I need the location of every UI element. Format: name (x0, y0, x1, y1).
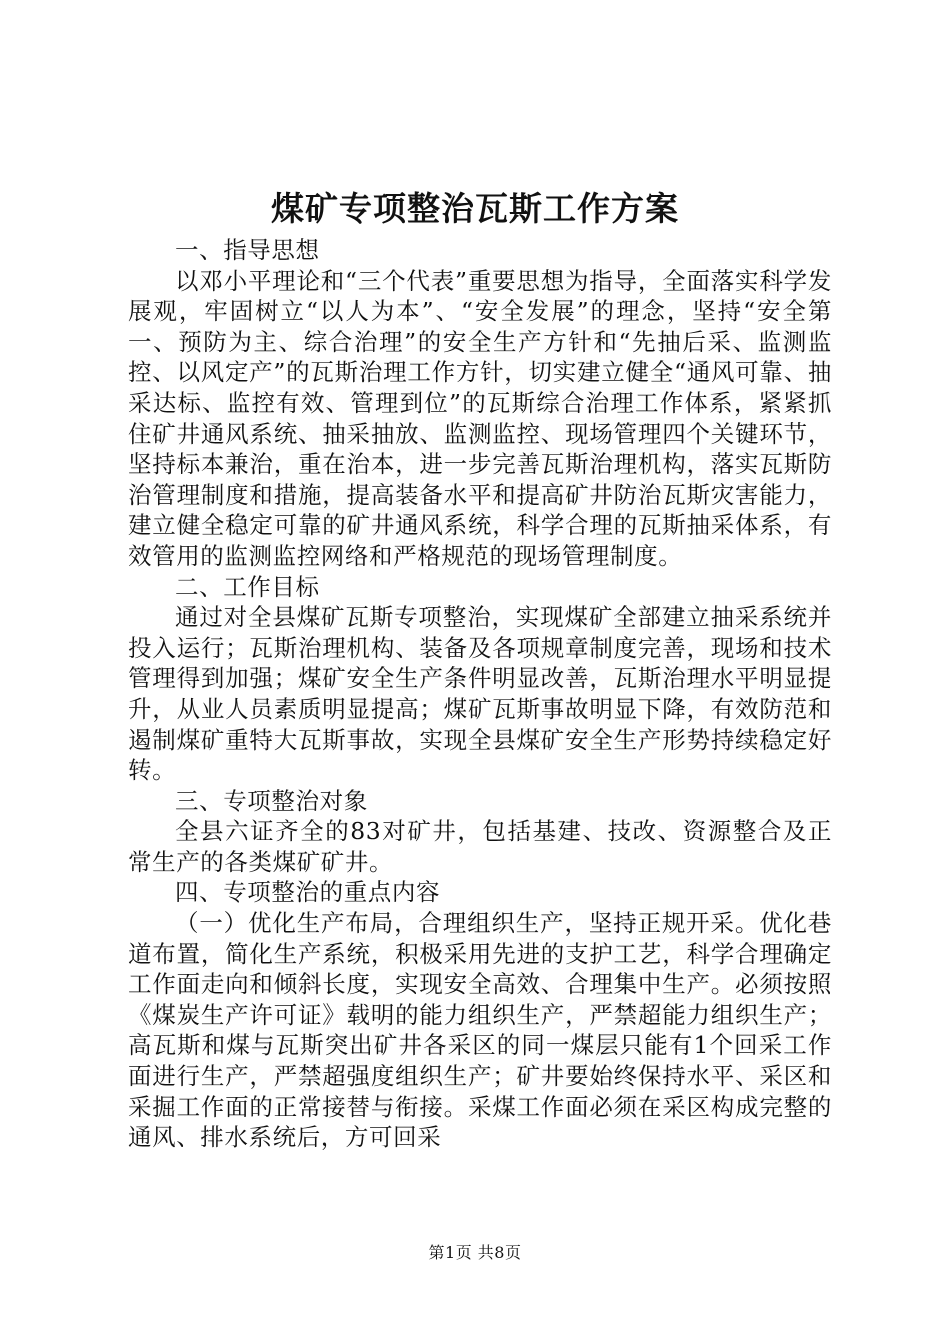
section-heading: 四、专项整治的重点内容 (175, 878, 441, 907)
section-heading: 三、专项整治对象 (175, 786, 368, 815)
section-heading: 二、工作目标 (175, 572, 320, 601)
section-paragraph: （一）优化生产布局，合理组织生产，坚持正规开采。优化巷道布置，简化生产系统，积极采用先进的支护工艺，科学合理确定工作面走向和倾斜长度，实现安全高效、合理集中生产。必须按照《煤炭生产许可证》载明的能力组织生产，严禁超能力组织生产；高瓦斯和煤与瓦斯突出矿井各采区的同一煤层只能有1个回采工作面进行生产，严禁超强度组织生产；矿井要始终保持水平、采区和采掘工作面的正常接替与衔接。采煤工作面必须在采区构成完整的通风、排水系统后，方可回采 (128, 909, 832, 1152)
document-title: 煤矿专项整治瓦斯工作方案 (271, 189, 679, 228)
section-guiding-ideology (128, 235, 832, 572)
section-work-goals (128, 572, 832, 786)
document-body (128, 235, 832, 1153)
section-paragraph: 以邓小平理论和“三个代表”重要思想为指导，全面落实科学发展观，牢固树立“以人为本”、“安全发展”的理念，坚持“安全第一、预防为主、综合治理”的安全生产方针和“先抽后采、监测监控、以风定产”的瓦斯治理工作方针，切实建立健全“通风可靠、抽采达标、监控有效、管理到位”的瓦斯综合治理工作体系，紧紧抓住矿井通风系统、抽采抽放、监测监控、现场管理四个关键环节，坚持标本兼治，重在治本，进一步完善瓦斯治理机构，落实瓦斯防治管理制度和措施，提高装备水平和提高矿井防治瓦斯灾害能力，建立健全稳定可靠的矿井通风系统，科学合理的瓦斯抽采体系，有效管用的监测监控网络和严格规范的现场管理制度。 (128, 266, 832, 570)
section-heading: 一、指导思想 (175, 236, 320, 264)
section-paragraph: 全县六证齐全的83对矿井，包括基建、技改、资源整合及正常生产的各类煤矿矿井。 (128, 817, 832, 876)
page-footer: 第1页 共8页 (428, 1243, 522, 1262)
section-key-content (128, 877, 832, 1152)
section-paragraph: 通过对全县煤矿瓦斯专项整治，实现煤矿全部建立抽采系统并投入运行；瓦斯治理机构、装备及各项规章制度完善，现场和技术管理得到加强；煤矿安全生产条件明显改善，瓦斯治理水平明显提升，从业人员素质明显提高；煤矿瓦斯事故明显下降，有效防范和遏制煤矿重特大瓦斯事故，实现全县煤矿安全生产形势持续稳定好转。 (128, 603, 832, 785)
section-targets (128, 786, 832, 878)
